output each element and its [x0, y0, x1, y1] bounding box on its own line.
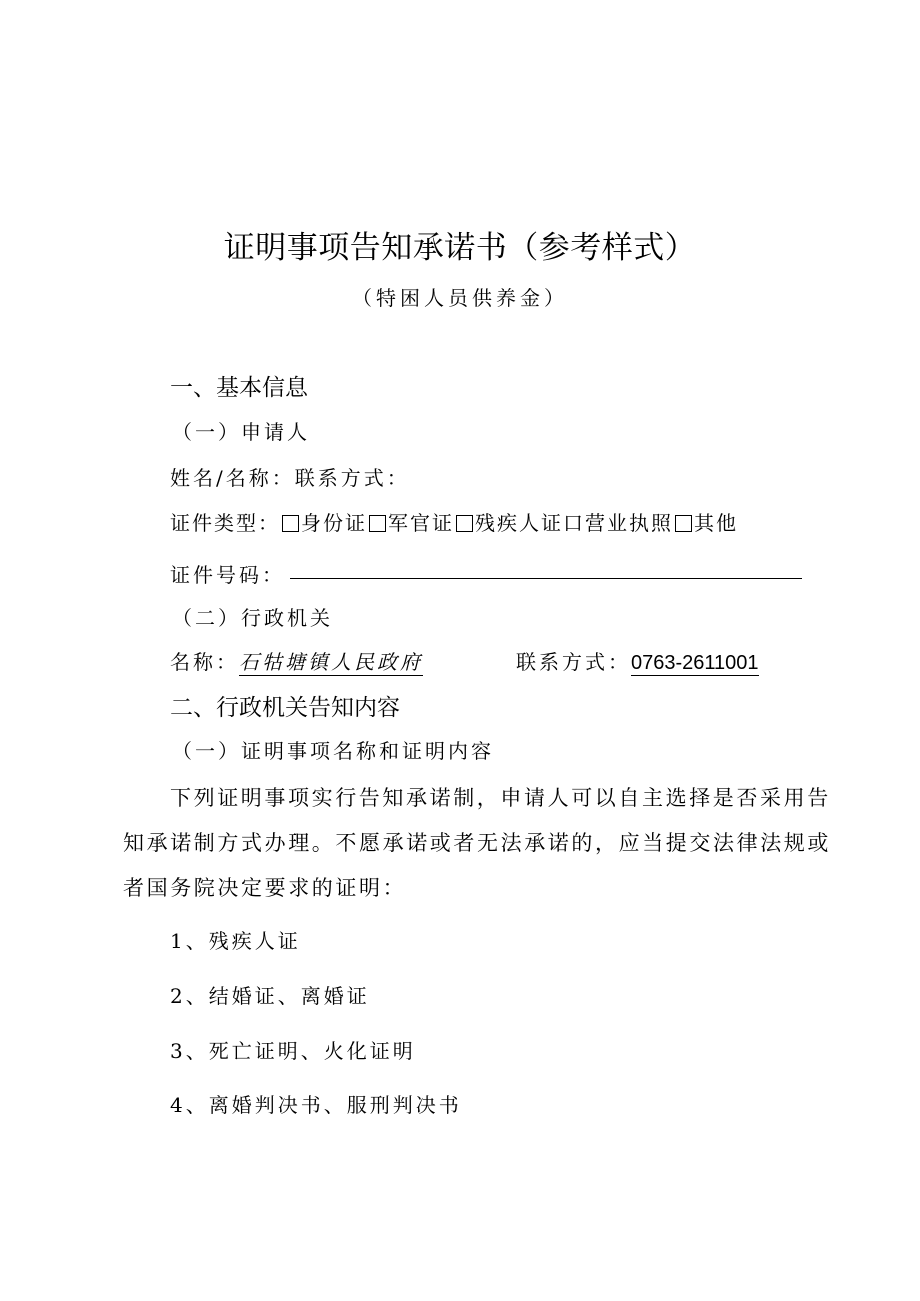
agency-heading: （二）行政机关 [172, 606, 333, 630]
business-license-checkbox-glyph[interactable]: 口 [563, 511, 585, 535]
list-item: 3、死亡证明、火化证明 [170, 1039, 416, 1063]
section2-sub-heading: （一）证明事项名称和证明内容 [172, 739, 494, 763]
disability-card-checkbox[interactable] [456, 515, 473, 532]
other-checkbox[interactable] [675, 515, 692, 532]
id-card-checkbox[interactable] [282, 515, 299, 532]
page-subtitle: （特困人员供养金） [352, 286, 568, 310]
id-number-field[interactable] [290, 578, 802, 579]
agency-name-row [170, 646, 423, 675]
agency-name-label: 名称： [170, 650, 239, 674]
officer-card-option: 军官证 [388, 511, 454, 535]
applicant-heading: （一）申请人 [172, 420, 310, 444]
list-item: 4、离婚判决书、服刑判决书 [170, 1093, 462, 1117]
paragraph-line-1: 下列证明事项实行告知承诺制，申请人可以自主选择是否采用告 [170, 786, 831, 810]
id-type-label: 证件类型： [170, 511, 280, 535]
agency-contact-value: 0763-2611001 [631, 652, 759, 674]
list-item: 2、结婚证、离婚证 [170, 984, 370, 1008]
applicant-name-contact-row [170, 462, 410, 491]
applicant-contact-label: 联系方式： [294, 466, 410, 490]
other-option: 其他 [694, 511, 738, 535]
id-card-option: 身份证 [301, 511, 367, 535]
applicant-name-label: 姓名/名称： [170, 466, 295, 490]
paragraph-line-2: 知承诺制方式办理。不愿承诺或者无法承诺的，应当提交法律法规或 [123, 831, 831, 855]
disability-card-option: 残疾人证 [475, 511, 563, 535]
agency-contact-label: 联系方式： [516, 650, 631, 674]
list-item: 1、残疾人证 [170, 929, 301, 953]
agency-name-value: 石牯塘镇人民政府 [239, 650, 423, 674]
id-type-row [170, 507, 738, 536]
officer-card-checkbox[interactable] [369, 515, 386, 532]
section2-heading: 二、行政机关告知内容 [170, 695, 400, 721]
business-license-option: 营业执照 [585, 511, 673, 535]
page-title: 证明事项告知承诺书（参考样式） [223, 230, 697, 266]
section1-heading: 一、基本信息 [170, 375, 308, 401]
agency-contact-row [516, 646, 759, 675]
id-number-label: 证件号码： [170, 563, 285, 587]
paragraph-line-3: 者国务院决定要求的证明： [123, 876, 407, 900]
